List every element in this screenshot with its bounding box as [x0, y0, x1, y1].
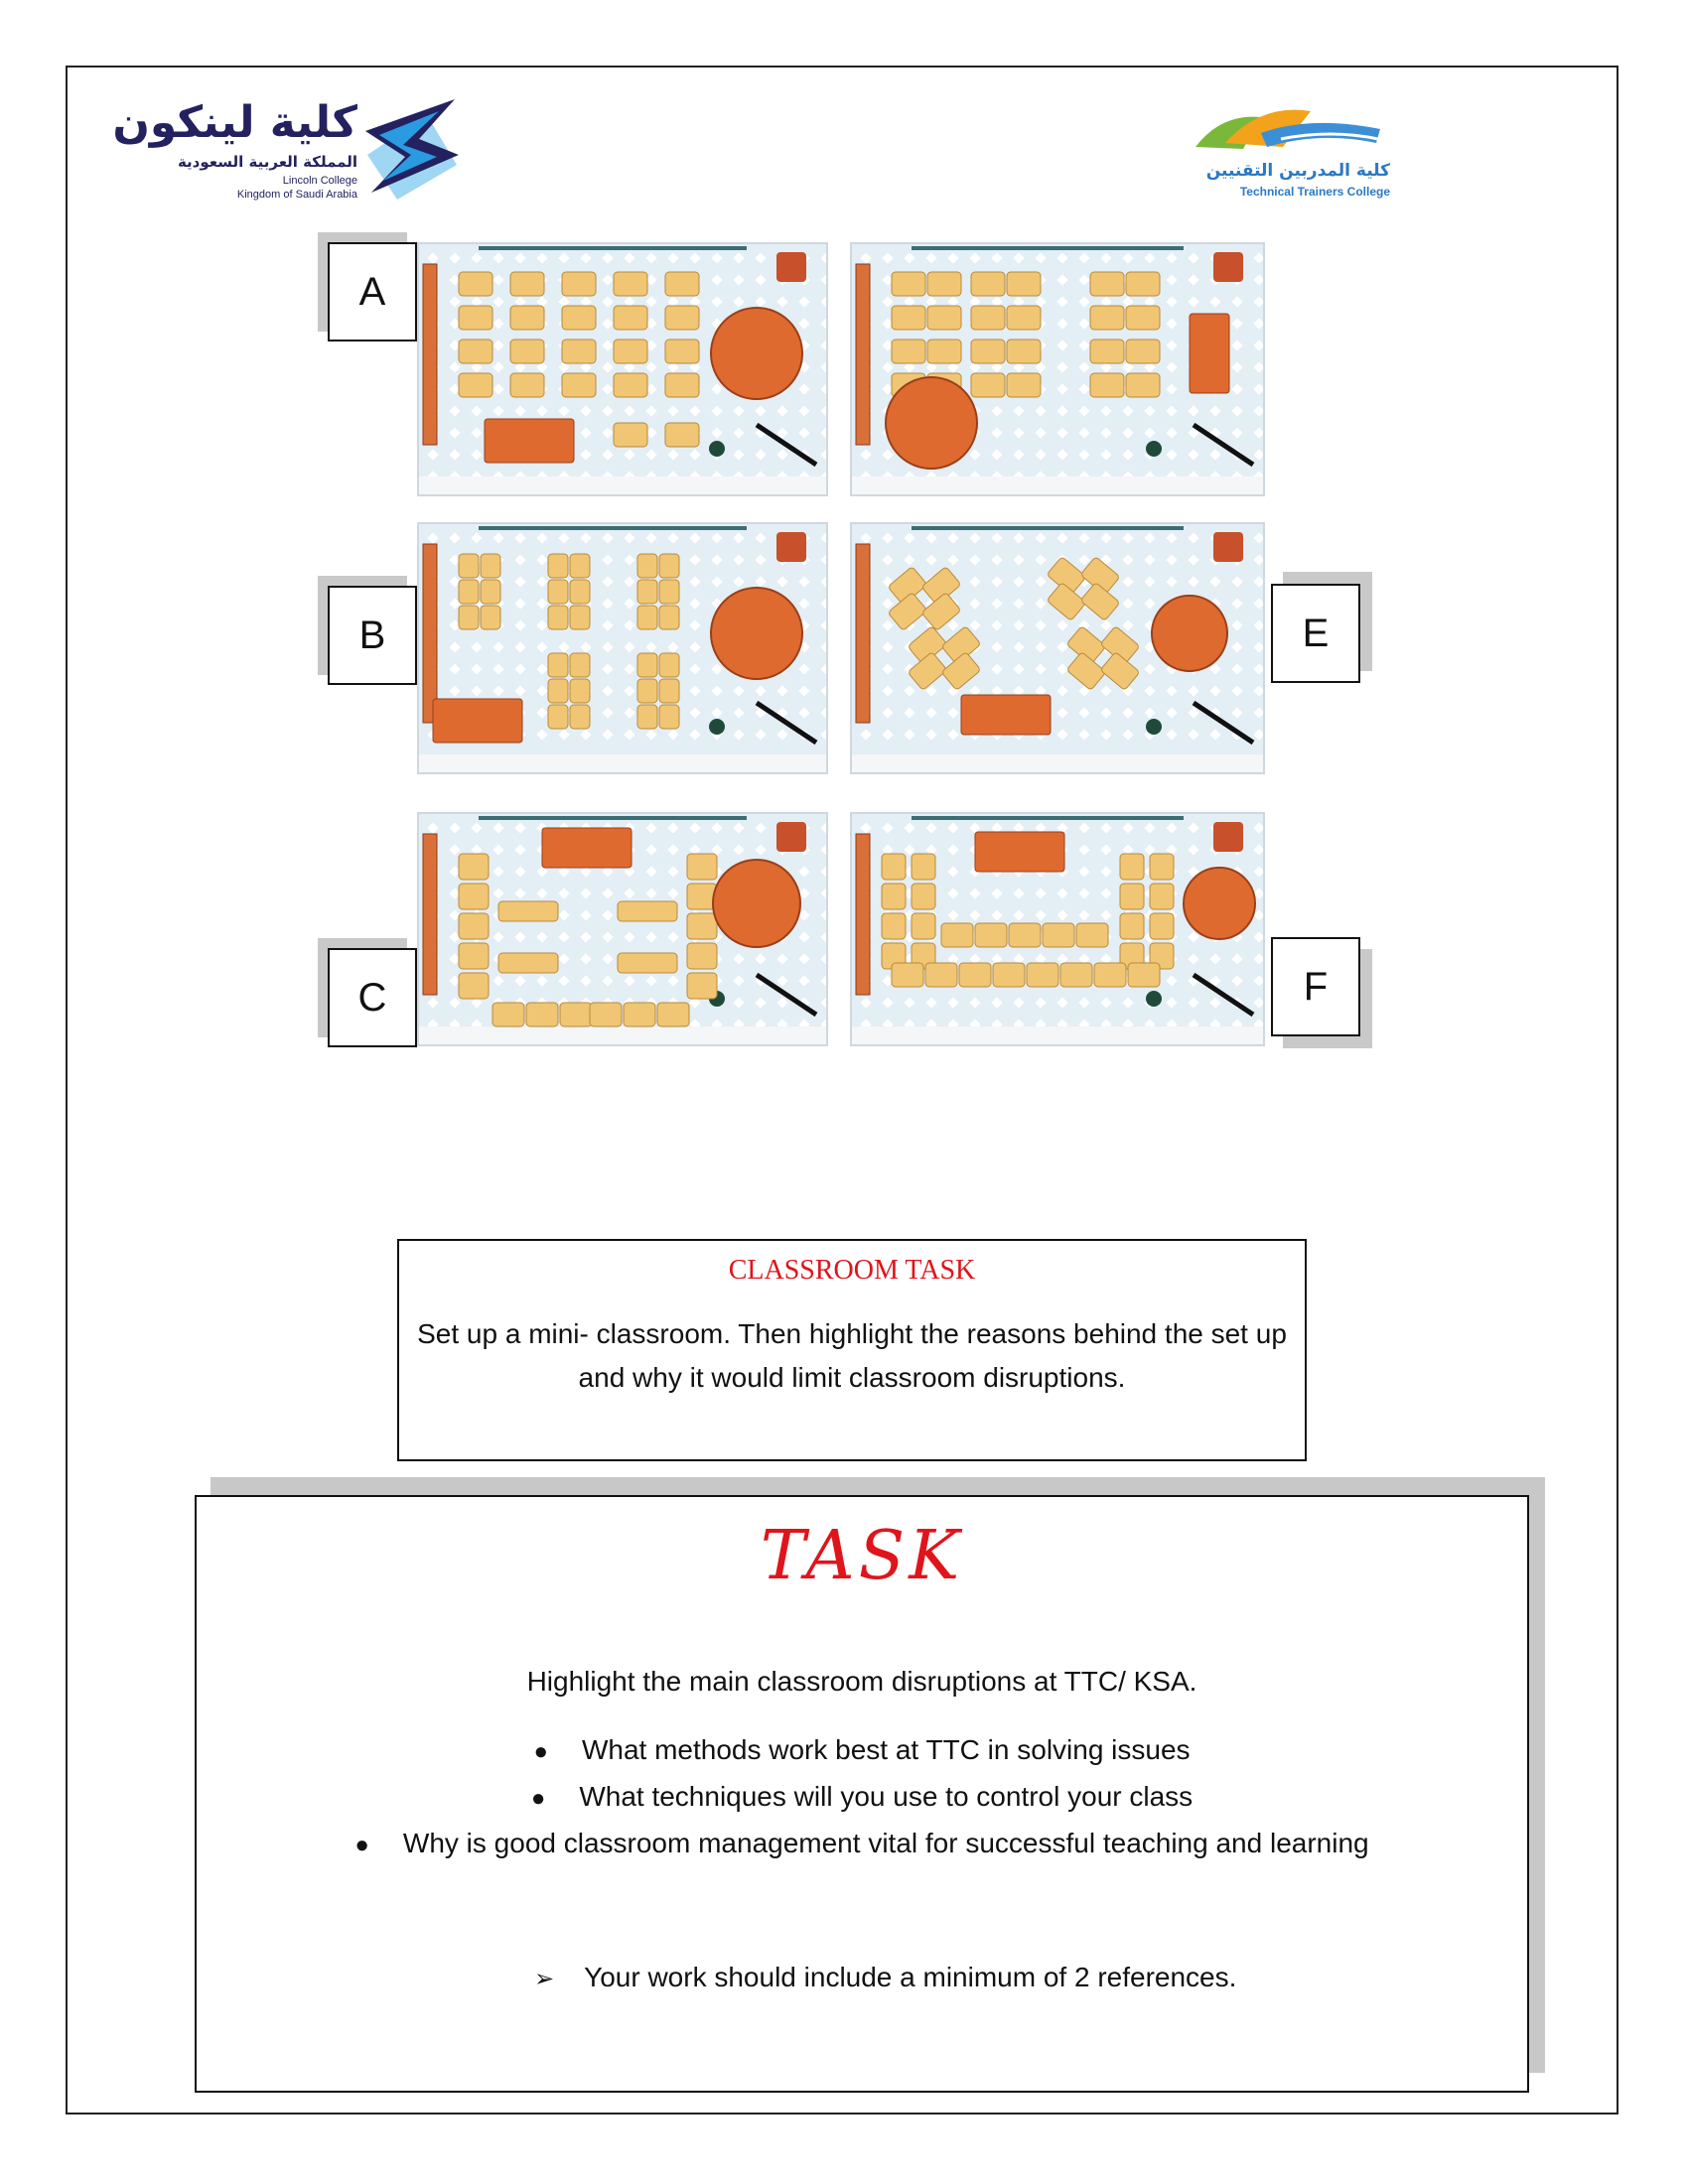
student-desk [1007, 340, 1041, 363]
student-desk [665, 423, 699, 447]
student-desk [459, 373, 492, 397]
student-desk [618, 953, 677, 973]
student-desk [1120, 854, 1144, 880]
student-desk [665, 373, 699, 397]
student-desk [562, 272, 596, 296]
teacher-desk [975, 832, 1064, 872]
student-desk [1128, 963, 1160, 987]
group-table [886, 377, 977, 469]
ttc-emblem-icon [1192, 103, 1390, 163]
task-bullet-item [197, 1774, 1527, 1821]
legend-strip [852, 477, 1263, 494]
student-desk [637, 580, 657, 604]
student-desk [459, 913, 489, 939]
whiteboard [479, 526, 747, 530]
student-desk [1126, 272, 1160, 296]
bin-icon [709, 441, 725, 457]
student-desk [570, 580, 590, 604]
bullet-icon: ● [533, 1738, 548, 1765]
door-icon [1194, 425, 1253, 465]
task-bullet-text: Why is good classroom management vital for successful teaching and learning [402, 1828, 1369, 1858]
student-desk [1007, 373, 1041, 397]
student-desk [459, 306, 492, 330]
student-desk [927, 272, 961, 296]
group-table [711, 308, 802, 399]
layout-panel-e [850, 522, 1265, 774]
student-desk [687, 854, 717, 880]
task-bullet-item [197, 1727, 1527, 1774]
student-desk [971, 306, 1005, 330]
student-desk [614, 272, 647, 296]
student-desk [659, 653, 679, 677]
layout-panel-c [417, 812, 828, 1046]
side-shelf [856, 544, 870, 723]
student-desk [614, 373, 647, 397]
logo-left-english-sub: Kingdom of Saudi Arabia [236, 189, 357, 201]
student-desk [687, 913, 717, 939]
group-table [711, 588, 802, 679]
student-desk [526, 1003, 558, 1026]
student-desk [1150, 854, 1174, 880]
student-desk [941, 923, 973, 947]
student-desk [888, 593, 927, 631]
student-desk [912, 913, 935, 939]
student-desk [548, 606, 568, 629]
task-intro: Highlight the main classroom disruptions at TTC/ KSA. [526, 1666, 1197, 1697]
computer-icon [776, 822, 806, 852]
lincoln-emblem-icon [357, 95, 467, 206]
student-desk [614, 306, 647, 330]
student-desk [971, 272, 1005, 296]
student-desk [892, 306, 925, 330]
student-desk [510, 272, 544, 296]
group-table [713, 860, 800, 947]
student-desk [459, 340, 492, 363]
task-title: TASK [760, 1517, 964, 1595]
student-desk [1090, 272, 1124, 296]
student-desk [687, 943, 717, 969]
classroom-task-title: CLASSROOM TASK [728, 1255, 976, 1286]
group-table [1152, 596, 1227, 671]
whiteboard [912, 816, 1184, 820]
student-desk [912, 884, 935, 909]
student-desk [1126, 373, 1160, 397]
student-desk [637, 606, 657, 629]
logo-left-english-name: Lincoln College [282, 175, 357, 187]
student-desk [1090, 340, 1124, 363]
student-desk [562, 373, 596, 397]
task-reference-text: Your work should include a minimum of 2 references. [584, 1962, 1237, 1992]
student-desk [1094, 963, 1126, 987]
teacher-desk [542, 828, 632, 868]
legend-strip [852, 754, 1263, 772]
teacher-desk [433, 699, 522, 743]
label-f: F [1271, 937, 1360, 1036]
student-desk [1150, 913, 1174, 939]
computer-icon [1213, 532, 1243, 562]
logo-right-english-name: Technical Trainers College [1239, 185, 1390, 199]
student-desk [570, 679, 590, 703]
student-desk [665, 306, 699, 330]
task-box [195, 1495, 1529, 2093]
logo-right-arabic-name: كلية المدربين التقنيين [1205, 161, 1390, 181]
student-desk [659, 554, 679, 578]
student-desk [624, 1003, 655, 1026]
student-desk [1150, 884, 1174, 909]
student-desk [459, 943, 489, 969]
student-desk [927, 340, 961, 363]
student-desk [560, 1003, 592, 1026]
student-desk [665, 340, 699, 363]
student-desk [925, 963, 957, 987]
student-desk [882, 913, 906, 939]
student-desk [481, 554, 500, 578]
student-desk [562, 306, 596, 330]
bin-icon [1146, 441, 1162, 457]
student-desk [912, 854, 935, 880]
student-desk [1007, 306, 1041, 330]
student-desk [498, 901, 558, 921]
student-desk [993, 963, 1025, 987]
student-desk [659, 679, 679, 703]
side-shelf [423, 544, 437, 723]
legend-strip [419, 477, 826, 494]
student-desk [659, 606, 679, 629]
student-desk [459, 580, 479, 604]
layout-panel-b [417, 522, 828, 774]
student-desk [570, 705, 590, 729]
student-desk [459, 272, 492, 296]
student-desk [1126, 340, 1160, 363]
student-desk [459, 884, 489, 909]
bullet-icon: ● [354, 1832, 369, 1858]
classroom-task-body: Set up a mini- classroom. Then highlight the reasons behind the set up and why it would limit classroom disruptions. [417, 1318, 1287, 1393]
student-desk [1007, 272, 1041, 296]
teacher-desk [1190, 314, 1229, 393]
student-desk [1076, 923, 1108, 947]
legend-strip [852, 1026, 1263, 1044]
student-desk [548, 580, 568, 604]
side-shelf [856, 834, 870, 995]
student-desk [1126, 306, 1160, 330]
student-desk [1080, 583, 1120, 621]
student-desk [459, 554, 479, 578]
student-desk [1100, 652, 1140, 691]
student-desk [927, 306, 961, 330]
student-desk [548, 554, 568, 578]
computer-icon [1213, 822, 1243, 852]
student-desk [510, 306, 544, 330]
classroom-task-box [397, 1239, 1307, 1461]
student-desk [548, 653, 568, 677]
student-desk [637, 705, 657, 729]
label-b: B [328, 586, 417, 685]
student-desk [590, 1003, 622, 1026]
student-desk [510, 340, 544, 363]
legend-strip [419, 754, 826, 772]
task-bullet-text: What techniques will you use to control your class [579, 1781, 1194, 1812]
student-desk [459, 854, 489, 880]
student-desk [1047, 583, 1086, 621]
student-desk [687, 973, 717, 999]
student-desk [1043, 923, 1074, 947]
door-icon [757, 703, 816, 743]
label-a: A [328, 242, 417, 341]
arrow-bullet-icon: ➢ [534, 1966, 555, 1992]
student-desk [971, 373, 1005, 397]
student-desk [498, 953, 558, 973]
bin-icon [1146, 719, 1162, 735]
student-desk [459, 606, 479, 629]
layout-panel-a [417, 242, 828, 496]
lincoln-college-logo [112, 95, 467, 206]
student-desk [892, 272, 925, 296]
student-desk [1120, 884, 1144, 909]
layout-panel-f [850, 812, 1265, 1046]
student-desk [975, 923, 1007, 947]
bin-icon [1146, 991, 1162, 1007]
student-desk [570, 653, 590, 677]
student-desk [637, 653, 657, 677]
student-desk [548, 679, 568, 703]
task-reference-note [534, 1962, 1236, 1993]
student-desk [892, 963, 923, 987]
logo-left-arabic-name: كلية لينكون [112, 97, 357, 148]
student-desk [665, 272, 699, 296]
label-c: C [328, 948, 417, 1047]
logo-left-arabic-sub: المملكة العربية السعودية [177, 153, 357, 171]
student-desk [481, 606, 500, 629]
student-desk [618, 901, 677, 921]
student-desk [637, 679, 657, 703]
door-icon [1194, 975, 1253, 1015]
task-bullet-item [197, 1821, 1527, 1867]
student-desk [959, 963, 991, 987]
student-desk [659, 705, 679, 729]
student-desk [510, 373, 544, 397]
task-bullet-list [197, 1727, 1527, 1867]
student-desk [459, 973, 489, 999]
whiteboard [912, 246, 1184, 250]
student-desk [971, 340, 1005, 363]
student-desk [1090, 306, 1124, 330]
student-desk [1009, 923, 1041, 947]
student-desk [941, 652, 981, 691]
layout-panel-d [850, 242, 1265, 496]
label-e: E [1271, 584, 1360, 683]
student-desk [481, 580, 500, 604]
side-shelf [423, 264, 437, 445]
student-desk [548, 705, 568, 729]
student-desk [908, 652, 947, 691]
technical-trainers-college-logo [1192, 103, 1390, 203]
computer-icon [776, 532, 806, 562]
student-desk [570, 606, 590, 629]
whiteboard [912, 526, 1184, 530]
student-desk [562, 340, 596, 363]
student-desk [1066, 652, 1106, 691]
computer-icon [1213, 252, 1243, 282]
student-desk [614, 423, 647, 447]
student-desk [882, 854, 906, 880]
bin-icon [709, 719, 725, 735]
teacher-desk [961, 695, 1051, 735]
task-bullet-text: What methods work best at TTC in solving issues [581, 1734, 1191, 1765]
student-desk [570, 554, 590, 578]
teacher-desk [485, 419, 574, 463]
student-desk [614, 340, 647, 363]
student-desk [657, 1003, 689, 1026]
student-desk [1027, 963, 1058, 987]
student-desk [492, 1003, 524, 1026]
side-shelf [856, 264, 870, 445]
door-icon [1194, 703, 1253, 743]
student-desk [1090, 373, 1124, 397]
bullet-icon: ● [530, 1785, 546, 1812]
student-desk [892, 340, 925, 363]
side-shelf [423, 834, 437, 995]
whiteboard [479, 246, 747, 250]
student-desk [637, 554, 657, 578]
student-desk [659, 580, 679, 604]
student-desk [1060, 963, 1092, 987]
student-desk [1120, 913, 1144, 939]
group-table [1184, 868, 1255, 939]
computer-icon [776, 252, 806, 282]
legend-strip [419, 1026, 826, 1044]
whiteboard [479, 816, 747, 820]
student-desk [882, 884, 906, 909]
